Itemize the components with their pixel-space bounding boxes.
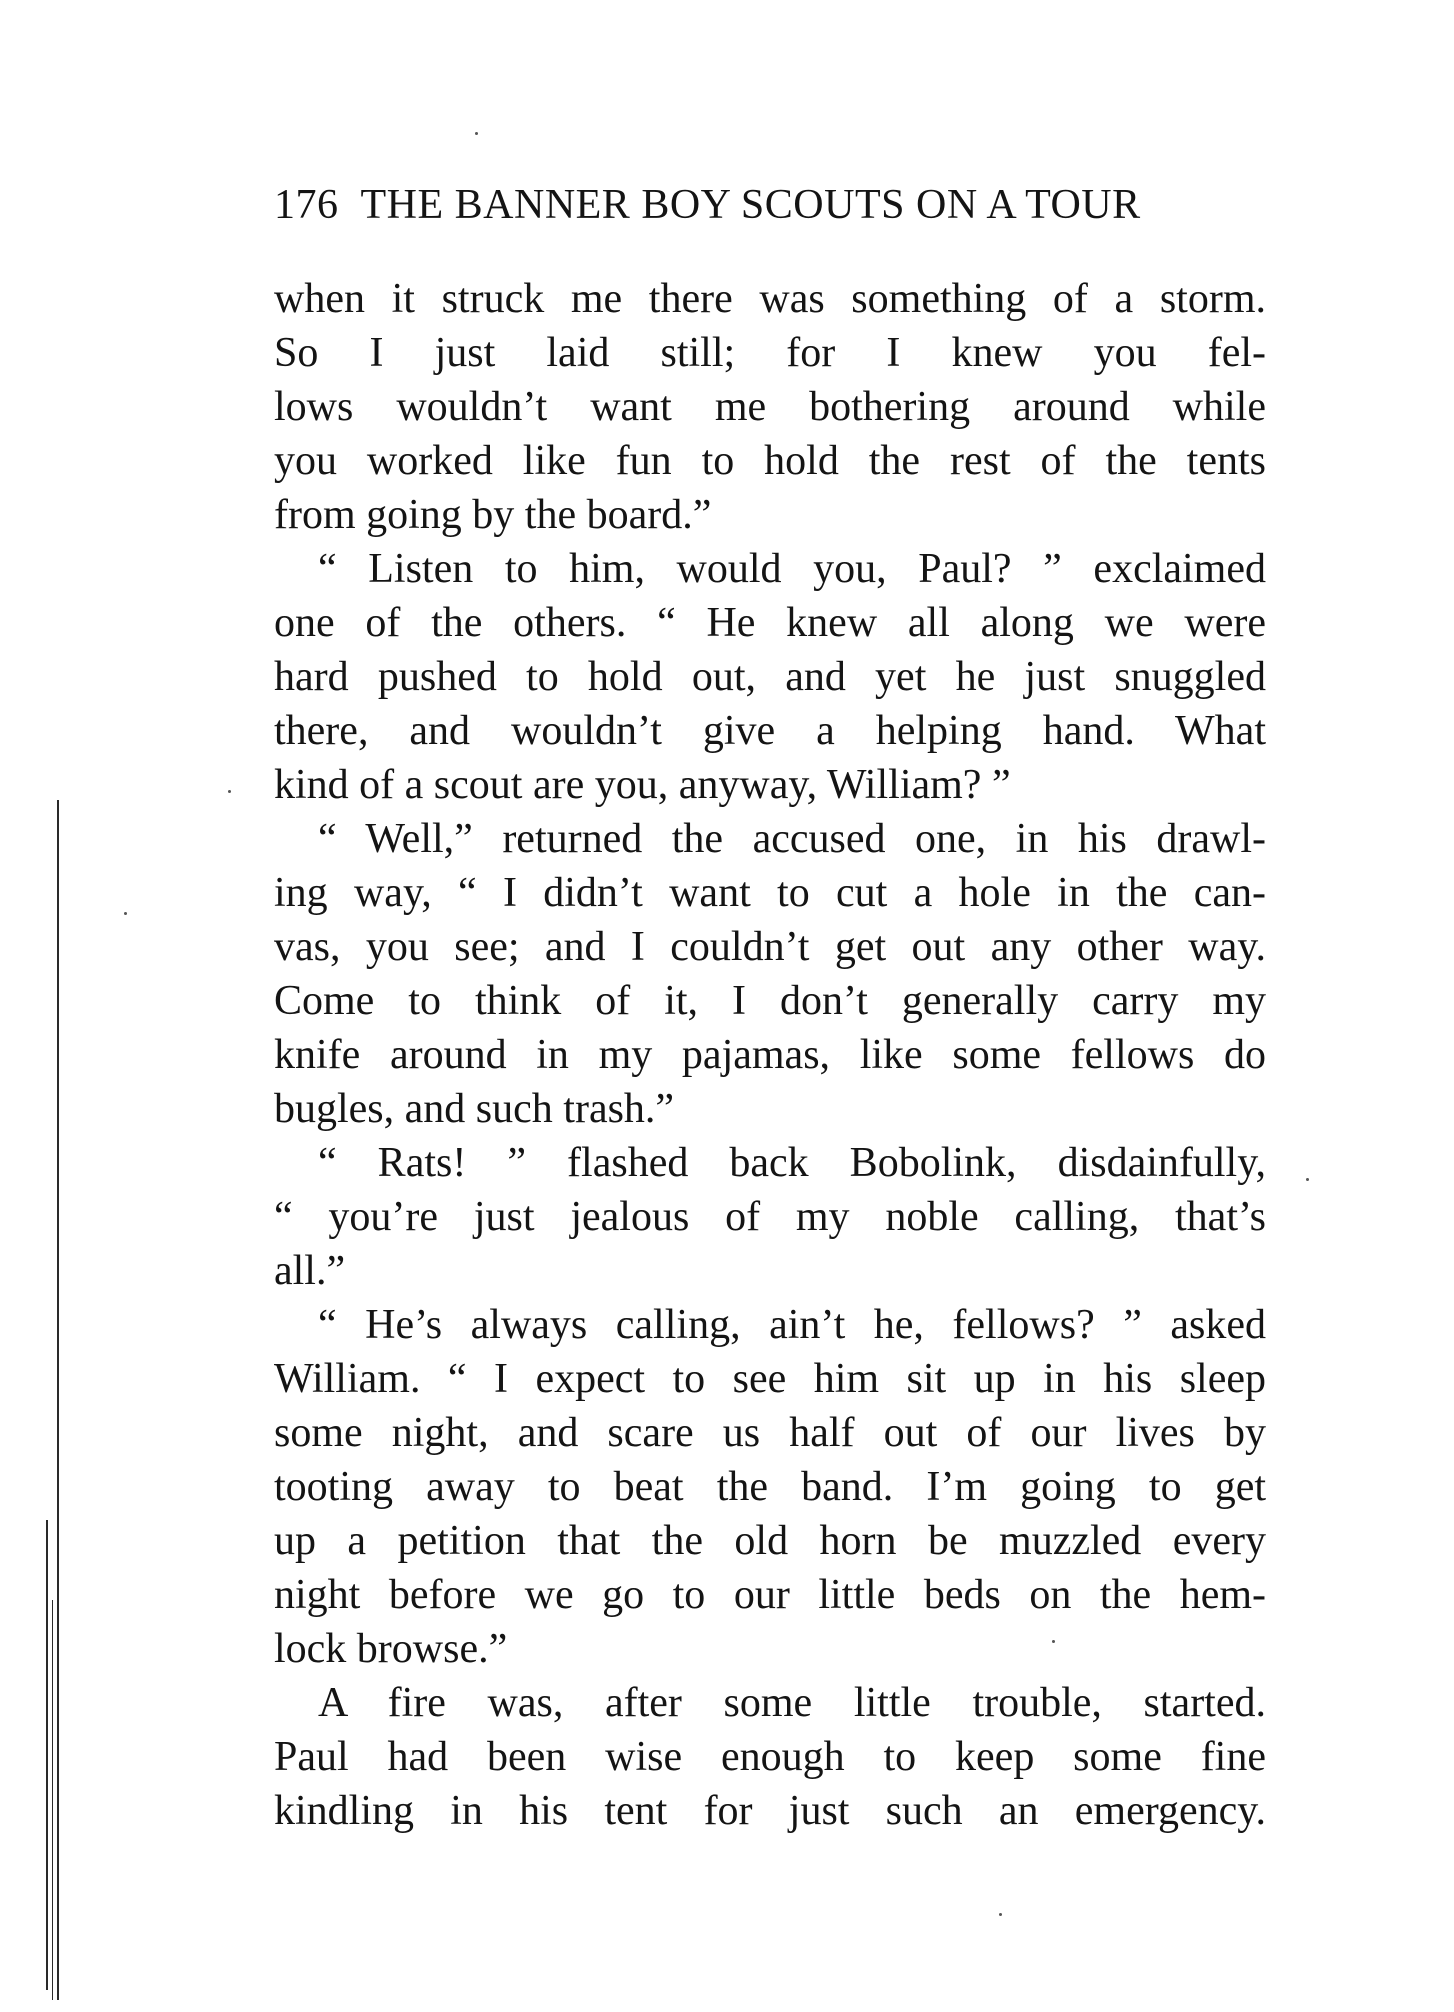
- text-line: bugles, and such trash.”: [274, 1086, 675, 1132]
- scan-speck: [475, 132, 478, 135]
- text-line: when it struck me there was something of a storm.: [274, 276, 1266, 322]
- text-line: hard pushed to hold out, and yet he just snuggled: [274, 654, 1266, 700]
- scan-speck: [1052, 1640, 1055, 1643]
- text-line: So I just laid still; for I knew you fel-: [274, 330, 1266, 376]
- text-line: A fire was, after some little trouble, started.: [318, 1680, 1266, 1726]
- text-line: from going by the board.”: [274, 492, 712, 538]
- text-line: lows wouldn’t want me bothering around while: [274, 384, 1266, 430]
- text-line: knife around in my pajamas, like some fellows do: [274, 1032, 1266, 1078]
- text-line: all.”: [274, 1248, 346, 1294]
- scan-speck: [999, 1913, 1002, 1916]
- running-head: [274, 181, 1266, 237]
- scan-speck: [228, 790, 231, 793]
- scan-speck: [1306, 1178, 1309, 1181]
- text-line: kind of a scout are you, anyway, William? ”: [274, 762, 1011, 808]
- text-line: lock browse.”: [274, 1626, 508, 1672]
- scan-speck: [124, 912, 127, 915]
- text-line: vas, you see; and I couldn’t get out any other way.: [274, 924, 1266, 970]
- text-line: Come to think of it, I don’t generally carry my: [274, 978, 1266, 1024]
- running-title: THE BANNER BOY SCOUTS ON A TOUR: [360, 182, 1141, 228]
- text-line: you worked like fun to hold the rest of the tents: [274, 438, 1266, 484]
- body-text: [274, 272, 1266, 1838]
- page-number: 176: [274, 182, 339, 228]
- text-line: “ you’re just jealous of my noble calling, that’s: [274, 1194, 1266, 1240]
- text-line: there, and wouldn’t give a helping hand. What: [274, 708, 1266, 754]
- text-line: up a petition that the old horn be muzzled every: [274, 1518, 1266, 1564]
- text-line: some night, and scare us half out of our lives by: [274, 1410, 1266, 1456]
- text-line: “ Well,” returned the accused one, in his drawl-: [318, 816, 1266, 862]
- gutter-rule: [52, 1600, 53, 2000]
- text-line: tooting away to beat the band. I’m going to get: [274, 1464, 1266, 1510]
- text-line: night before we go to our little beds on the hem-: [274, 1572, 1266, 1618]
- text-line: “ Rats! ” flashed back Bobolink, disdainfully,: [318, 1140, 1266, 1186]
- text-line: “ He’s always calling, ain’t he, fellows? ” asked: [318, 1302, 1266, 1348]
- text-line: Paul had been wise enough to keep some fine: [274, 1734, 1266, 1780]
- text-line: William. “ I expect to see him sit up in his sleep: [274, 1356, 1266, 1402]
- text-line: “ Listen to him, would you, Paul? ” exclaimed: [318, 546, 1266, 592]
- gutter-rule: [57, 800, 59, 2000]
- gutter-rule: [46, 1520, 48, 1990]
- text-line: kindling in his tent for just such an emergency.: [274, 1788, 1266, 1834]
- text-line: ing way, “ I didn’t want to cut a hole in the can-: [274, 870, 1266, 916]
- text-line: one of the others. “ He knew all along we were: [274, 600, 1266, 646]
